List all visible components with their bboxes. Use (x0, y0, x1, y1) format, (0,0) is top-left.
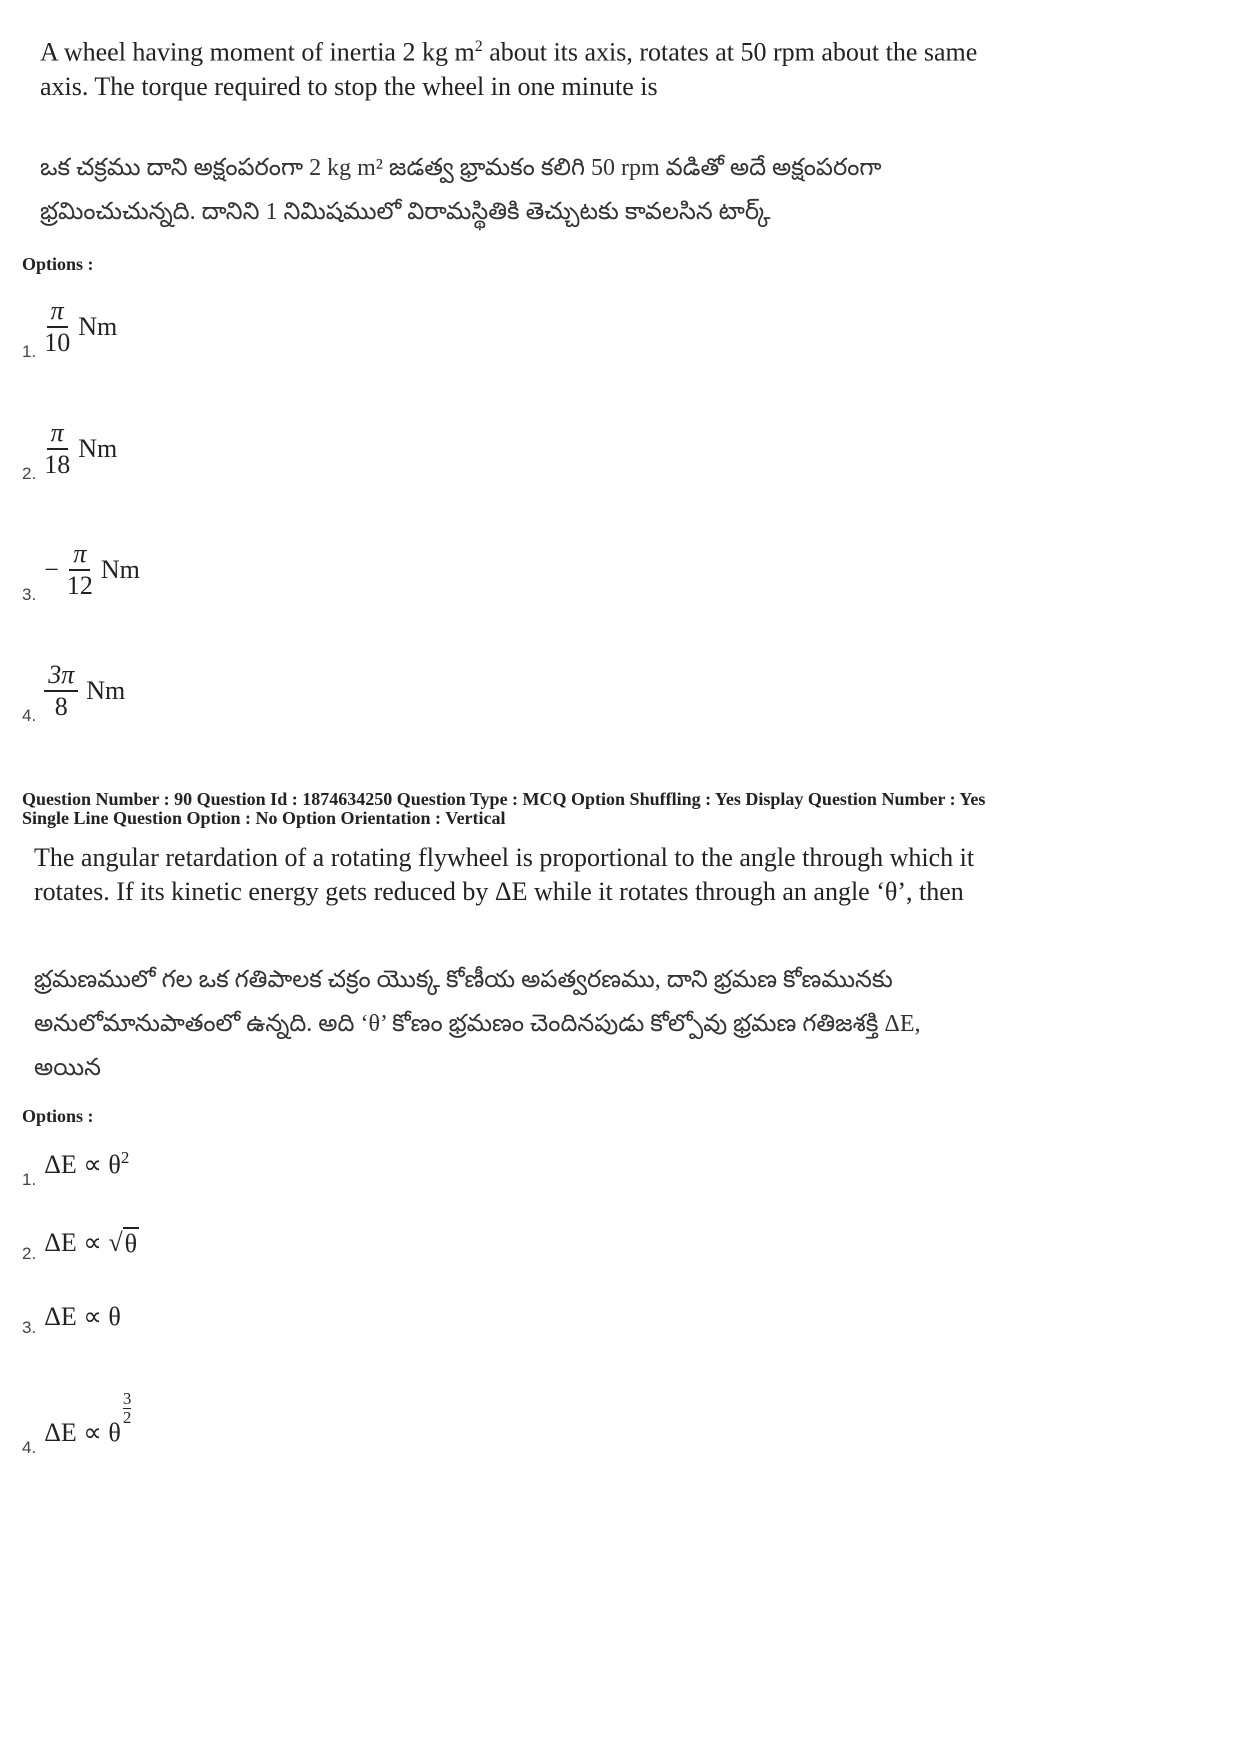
numerator: π (47, 420, 68, 450)
fraction (44, 420, 70, 478)
unit: Nm (100, 555, 140, 584)
text: అనులోమానుపాతంలో ఉన్నది. అది ‘θ’ కోణం భ్రమణం చెందినపుడు కోల్పోవు భ్రమణ గతిజశక్తి ΔE, (34, 1011, 921, 1037)
minus-sign: − (44, 555, 59, 584)
denominator: 10 (44, 328, 71, 357)
option-2[interactable] (22, 414, 117, 484)
fraction (67, 541, 93, 599)
fraction (44, 298, 70, 356)
question-text-telugu (40, 146, 881, 234)
expression: ΔE ∝ θ (44, 1302, 121, 1331)
denominator: 12 (66, 571, 93, 600)
option-number: 3. (22, 1318, 37, 1337)
numerator: π (47, 298, 68, 328)
radicand: θ (124, 1229, 138, 1258)
option-1[interactable] (22, 1140, 129, 1190)
question-text-english (40, 30, 977, 104)
fraction (44, 662, 78, 720)
option-number: 1. (22, 1170, 37, 1189)
denominator: 18 (44, 450, 71, 479)
text: about its axis, rotates at 50 rpm about the same (482, 37, 978, 67)
option-4[interactable] (22, 656, 125, 726)
metadata-line: Question Number : 90 Question Id : 1874634250 Question Type : MCQ Option Shuffling : Yes Display Question Number : Yes (22, 789, 986, 809)
superscript: 2 (474, 38, 483, 55)
expression: ΔE ∝ √ (44, 1228, 123, 1257)
option-number: 1. (22, 342, 37, 361)
option-number: 2. (22, 464, 37, 483)
option-number: 4. (22, 1438, 37, 1457)
question-text-english (34, 841, 974, 909)
metadata-line: Single Line Question Option : No Option Orientation : Vertical (22, 808, 506, 828)
text: అయిన (34, 1055, 101, 1081)
unit: Nm (78, 434, 118, 463)
option-number: 2. (22, 1244, 37, 1263)
numerator: 3π (44, 662, 78, 692)
expression: ΔE ∝ θ (44, 1418, 121, 1447)
question-text-telugu (34, 958, 921, 1090)
option-4[interactable] (22, 1368, 131, 1458)
text: ఒక చక్రము దాని అక్షంపరంగా 2 kg m² జడత్వ భ్రామకం కలిగి 50 rpm వడితో అదే అక్షంపరంగా (40, 155, 882, 181)
question-metadata (22, 790, 985, 828)
text: axis. The torque required to stop the wheel in one minute is (40, 71, 658, 101)
text: The angular retardation of a rotating flywheel is proportional to the angle through which it (34, 843, 975, 872)
option-number: 4. (22, 706, 37, 725)
unit: Nm (78, 312, 118, 341)
option-1[interactable] (22, 292, 117, 362)
exponent: 2 (120, 1148, 130, 1167)
option-number: 3. (22, 585, 37, 604)
option-3[interactable] (22, 1296, 121, 1338)
text: A wheel having moment of inertia 2 kg m (40, 37, 475, 67)
text: భ్రమణములో గల ఒక గతిపాలక చక్రం యొక్క కోణీయ అపత్వరణము, దాని భ్రమణ కోణమునకు (34, 967, 893, 993)
text: భ్రమించుచున్నది. దానిని 1 నిమిషములో విరామస్థితికి తెచ్చుటకు కావలసిన టార్క్ (40, 199, 771, 225)
options-label: Options : (22, 254, 94, 274)
denominator: 8 (54, 692, 68, 721)
exponent-fraction (123, 1390, 132, 1427)
option-3[interactable] (22, 535, 140, 605)
numerator: π (69, 541, 90, 571)
expression: ΔE ∝ θ (44, 1150, 121, 1179)
denominator: 2 (122, 1407, 132, 1427)
option-2[interactable] (22, 1222, 139, 1264)
text: rotates. If its kinetic energy gets reduced by ΔE while it rotates through an angle ‘θ’, then (34, 877, 964, 906)
unit: Nm (86, 676, 126, 705)
options-label: Options : (22, 1106, 94, 1126)
numerator: 3 (122, 1388, 132, 1408)
